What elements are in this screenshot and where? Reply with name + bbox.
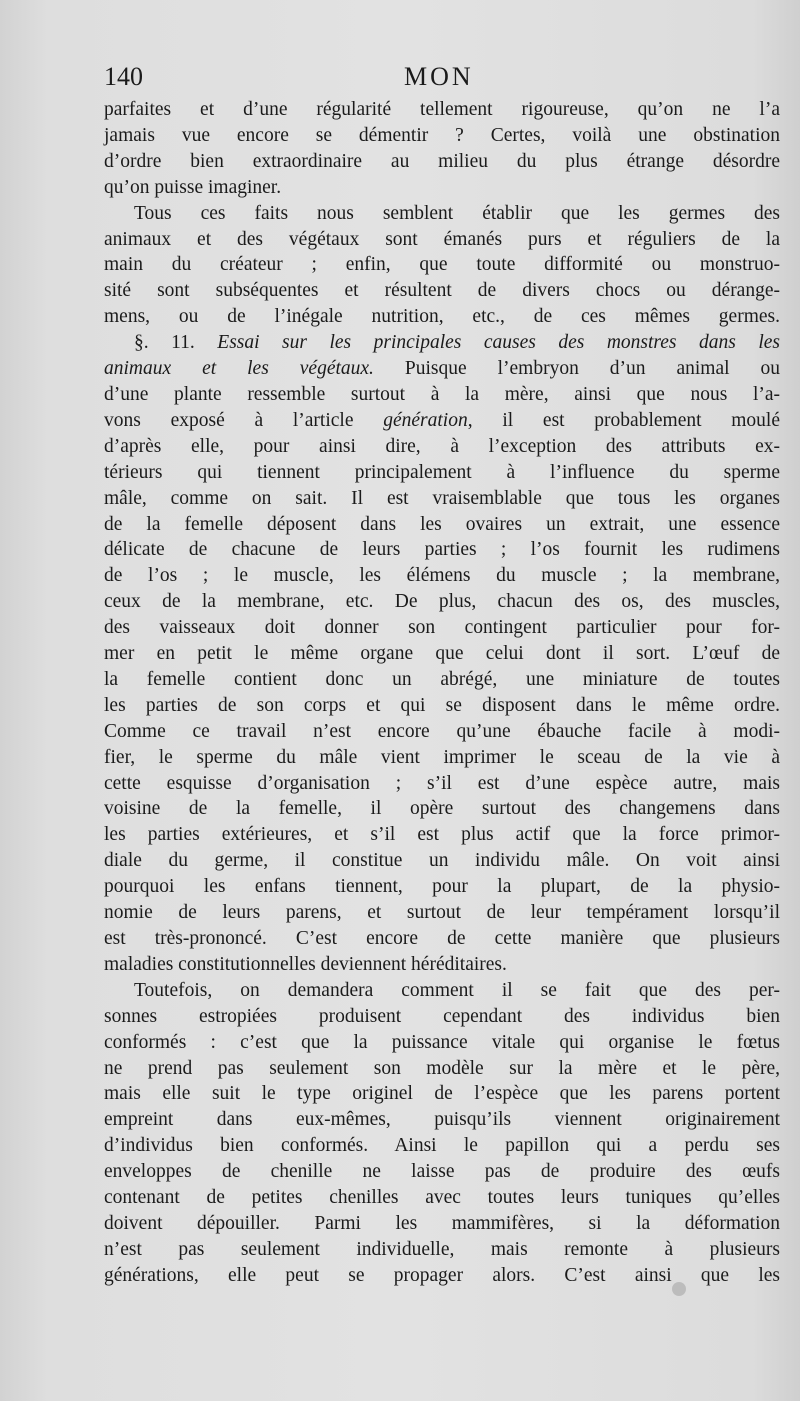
text-line: fier, le sperme du mâle vient imprimer le sceau de la vie à (104, 746, 780, 768)
text-line: mais elle suit le type originel de l’espèce que les parens portent (104, 1083, 780, 1105)
text-line: doivent dépouiller. Parmi les mammifères, si la déformation (104, 1212, 780, 1234)
text-line: sonnes estropiées produisent cependant des individus bien (104, 1005, 780, 1027)
running-head (104, 62, 780, 96)
text-line: de la femelle déposent dans les ovaires un extrait, une essence (104, 513, 780, 535)
section-title: Essai sur les principales causes des monstres dans les (217, 332, 781, 354)
text-line: d’après elle, pour ainsi dire, à l’exception des attributs ex- (104, 435, 780, 457)
text-line: jamais vue encore se démentir ? Certes, voilà une obstination (104, 124, 780, 146)
text-line: d’individus bien conformés. Ainsi le papillon qui a perdu ses (104, 1135, 780, 1157)
body-text (104, 97, 780, 1289)
text-line: enveloppes de chenille ne laisse pas de produire des œufs (104, 1161, 780, 1183)
text-line: pourquoi les enfans tiennent, pour la plupart, de la physio- (104, 876, 780, 898)
section-heading-line (104, 330, 780, 356)
text-line: maladies constitutionnelles deviennent héréditaires. (104, 953, 507, 975)
text-line: Toutefois, on demandera comment il se fait que des per- (134, 979, 780, 1001)
text-span: Puisque l’embryon d’un animal ou (373, 358, 780, 380)
text-line: les parties extérieures, et s’il est plus actif que la force primor- (104, 824, 780, 846)
text-line: main du créateur ; enfin, que toute difformité ou monstruo- (104, 254, 780, 276)
text-line: des vaisseaux doit donner son contingent particulier pour for- (104, 617, 780, 639)
text-line: Tous ces faits nous semblent établir que les germes des (134, 202, 780, 224)
text-line: délicate de chacune de leurs parties ; l’os fournit les rudimens (104, 539, 780, 561)
section-title-continued: animaux et les végétaux. (104, 358, 374, 380)
italic-term: génération (383, 409, 468, 431)
section-number: §. 11. (134, 332, 195, 354)
text-line: mer en petit le même organe que celui dont il sort. L’œuf de (104, 643, 780, 665)
running-title: MON (404, 62, 474, 91)
text-line: d’ordre bien extraordinaire au milieu du plus étrange désordre (104, 150, 780, 172)
text-line (104, 356, 780, 382)
text-line: mens, ou de l’inégale nutrition, etc., de ces mêmes germes. (104, 306, 780, 328)
text-line: voisine de la femelle, il opère surtout des changemens dans (104, 798, 780, 820)
text-line: générations, elle peut se propager alors. C’est ainsi que les (104, 1264, 780, 1286)
text-line: n’est pas seulement individuelle, mais remonte à plusieurs (104, 1238, 780, 1260)
text-span: vons exposé à l’article (104, 409, 384, 431)
text-line: d’une plante ressemble surtout à la mère, ainsi que nous l’a- (104, 383, 780, 405)
text-line: ne prend pas seulement son modèle sur la mère et le père, (104, 1057, 780, 1079)
ink-smudge (672, 1282, 686, 1296)
text-line: animaux et des végétaux sont émanés purs et réguliers de la (104, 228, 780, 250)
text-line: empreint dans eux-mêmes, puisqu’ils viennent originairement (104, 1109, 780, 1131)
text-line: parfaites et d’une régularité tellement rigoureuse, qu’on ne l’a (104, 99, 780, 120)
text-line: diale du germe, il constitue un individu mâle. On voit ainsi (104, 850, 780, 872)
text-line: est très-prononcé. C’est encore de cette manière que plusieurs (104, 928, 780, 949)
text-line: de l’os ; le muscle, les élémens du muscle ; la membrane, (104, 565, 780, 587)
text-line: qu’on puisse imaginer. (104, 176, 282, 198)
text-line: mâle, comme on sait. Il est vraisemblable que tous les organes (104, 487, 780, 509)
text-line: les parties de son corps et qui se disposent dans le même ordre. (104, 694, 780, 716)
text-line: la femelle contient donc un abrégé, une miniature de toutes (104, 668, 780, 690)
page-number: 140 (104, 62, 143, 91)
text-line: contenant de petites chenilles avec toutes leurs tuniques qu’elles (104, 1187, 780, 1209)
text-line: conformés : c’est que la puissance vitale qui organise le fœtus (104, 1031, 780, 1053)
text-line: cette esquisse d’organisation ; s’il est d’une espèce autre, mais (104, 772, 780, 794)
text-line: térieurs qui tiennent principalement à l’influence du sperme (104, 461, 780, 483)
text-line: Comme ce travail n’est encore qu’une ébauche facile à modi- (104, 720, 780, 742)
text-span: , il est probablement moulé (467, 409, 781, 431)
text-line: ceux de la membrane, etc. De plus, chacun des os, des muscles, (104, 591, 780, 613)
text-line: sité sont subséquentes et résultent de divers chocs ou dérange- (104, 280, 780, 302)
text-line: nomie de leurs parens, et surtout de leur tempérament lorsqu’il (104, 902, 780, 924)
text-line (104, 408, 780, 434)
